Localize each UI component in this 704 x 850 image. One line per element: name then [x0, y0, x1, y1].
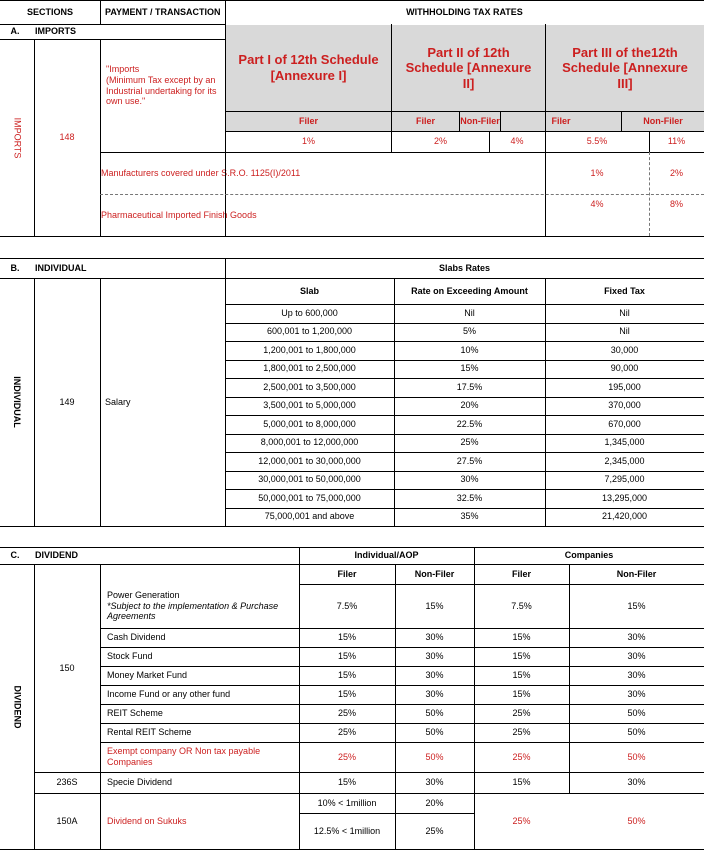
- slab-slab-cell: 75,000,001 and above: [264, 511, 355, 522]
- dividend-side-label: DIVIDEND: [12, 685, 23, 729]
- dividend-ind-f-cell: 15%: [337, 670, 356, 681]
- slab-slab-cell: 1,800,001 to 2,500,000: [263, 363, 356, 374]
- imports-description: [100, 39, 225, 152]
- grid-line: [225, 131, 704, 132]
- grid-line: [225, 471, 704, 472]
- imports-desc-body: (Minimum Tax except by an Industrial undertaking for its own use.": [106, 74, 217, 107]
- grid-line: [621, 111, 622, 131]
- part1-filer-head: Filer: [226, 112, 391, 131]
- dividend-co-nf-cell: 50%: [627, 727, 646, 738]
- co-nonfiler-head: Non-Filer: [616, 568, 657, 579]
- dividend-co-nf-cell: 30%: [627, 651, 646, 662]
- pharma-label: Pharmaceutical Imported Finish Goods: [101, 209, 257, 220]
- dividend-co-f-cell: 15%: [512, 651, 531, 662]
- grid-line: [299, 584, 704, 585]
- slab-fixed-cell: Nil: [619, 307, 630, 318]
- slab-rate-cell: Nil: [464, 307, 475, 318]
- dividend-ind-nf-cell: 30%: [425, 651, 444, 662]
- slab-slab-cell: 600,001 to 1,200,000: [266, 326, 353, 337]
- dividend-co-f-cell: 25%: [512, 727, 531, 738]
- grid-line: [100, 666, 704, 667]
- dividend-name-cell: Rental REIT Scheme: [107, 727, 192, 738]
- slab-fixed-cell: 21,420,000: [601, 511, 648, 522]
- imports-title: IMPORTS: [35, 26, 77, 37]
- power-title: Power Generation: [107, 589, 180, 600]
- grid-line: [100, 39, 101, 236]
- grid-line: [100, 685, 704, 686]
- dividend-co-nf-cell: 30%: [627, 670, 646, 681]
- dividend-co-f-cell: 15%: [512, 670, 531, 681]
- grid-line: [225, 489, 704, 490]
- sukuk-label: Dividend on Sukuks: [107, 816, 187, 827]
- slab-rate-cell: 17.5%: [456, 381, 483, 392]
- ind-aop-head: Individual/AOP: [354, 550, 419, 561]
- grid-line: [34, 39, 35, 236]
- slab-fixed-cell: 30,000: [610, 344, 639, 355]
- part2-nonfiler-rate: 4%: [510, 135, 524, 146]
- slab-slab-cell: 2,500,001 to 3,500,000: [263, 381, 356, 392]
- dividend-name-cell: Stock Fund: [107, 651, 153, 662]
- grid-line: [100, 742, 704, 743]
- grid-line: [0, 258, 704, 259]
- imports-desc-title: "Imports: [106, 64, 140, 74]
- part3-nonfiler-rate: 11%: [667, 135, 686, 146]
- grid-line: [299, 547, 300, 850]
- grid-line: [225, 111, 704, 112]
- grid-line: [100, 628, 704, 629]
- grid-line: [100, 152, 704, 153]
- part1-header: Part I of 12th Schedule [Annexure I]: [226, 25, 391, 111]
- header-payment: PAYMENT / TRANSACTION: [105, 6, 221, 17]
- grid-line: [569, 564, 570, 793]
- grid-line: [299, 813, 474, 814]
- slab-rate-cell: 15%: [460, 363, 479, 374]
- grid-line: [500, 111, 501, 131]
- grid-line: [0, 564, 704, 565]
- dividend-ind-f-cell: 25%: [337, 708, 356, 719]
- slab-rate-cell: 32.5%: [456, 492, 483, 503]
- grid-line: [34, 772, 704, 773]
- sukuk-rate-1: 20%: [425, 797, 444, 808]
- exempt-label: Exempt company OR Non tax payable Companies: [107, 746, 261, 767]
- dividend-name-cell: Income Fund or any other fund: [107, 689, 231, 700]
- dividend-ind-nf-cell: 50%: [425, 727, 444, 738]
- individual-section-number: 149: [59, 396, 75, 407]
- dividend-ind-nf-cell: 50%: [425, 708, 444, 719]
- imports-section-number: 148: [59, 132, 75, 143]
- grid-line: [225, 341, 704, 342]
- slab-fixed-cell: 195,000: [608, 381, 641, 392]
- grid-line: [395, 564, 396, 850]
- companies-head: Companies: [564, 550, 614, 561]
- sukuk-slab-1: 10% < 1million: [317, 797, 377, 808]
- slab-fixed-cell: Nil: [619, 326, 630, 337]
- grid-line: [0, 547, 704, 548]
- sukuk-rate-2: 25%: [425, 826, 444, 837]
- power-ind-nonfiler: 15%: [425, 600, 444, 611]
- dividend-ind-f-cell: 25%: [337, 727, 356, 738]
- dividend-ind-nf-cell: 30%: [425, 689, 444, 700]
- dividend-co-f-cell: 15%: [512, 632, 531, 643]
- grid-line: [649, 131, 650, 152]
- col-slab: Slab: [299, 285, 319, 296]
- grid-line: [489, 131, 490, 152]
- section-150: 150: [59, 662, 75, 673]
- grid-line: [225, 323, 704, 324]
- manufacturers-filer: 1%: [590, 167, 604, 178]
- dividend-ind-nf-cell: 30%: [425, 632, 444, 643]
- slab-rate-cell: 35%: [460, 511, 479, 522]
- slabs-rates-title: Slabs Rates: [438, 262, 491, 273]
- manufacturers-nonfiler: 2%: [669, 167, 683, 178]
- grid-line: [0, 526, 704, 527]
- slab-fixed-cell: 2,345,000: [604, 455, 645, 466]
- exempt-co-nonfiler: 50%: [627, 751, 646, 762]
- part1-rate: 1%: [301, 135, 315, 146]
- grid-line: [0, 0, 704, 1]
- exempt-ind-nonfiler: 50%: [425, 751, 444, 762]
- slab-slab-cell: Up to 600,000: [281, 307, 338, 318]
- grid-line: [34, 564, 35, 850]
- specie-co-filer: 15%: [512, 777, 531, 788]
- grid-line: [225, 397, 704, 398]
- grid-line: [459, 111, 460, 131]
- slab-fixed-cell: 90,000: [610, 363, 639, 374]
- slab-rate-cell: 30%: [460, 474, 479, 485]
- slab-rate-cell: 27.5%: [456, 455, 483, 466]
- individual-payment: Salary: [105, 396, 131, 407]
- pharma-nonfiler: 8%: [669, 198, 683, 209]
- power-co-nonfiler: 15%: [627, 600, 646, 611]
- slab-rate-cell: 10%: [460, 344, 479, 355]
- header-withholding: WITHHOLDING TAX RATES: [406, 6, 523, 17]
- specie-label: Specie Dividend: [107, 777, 173, 788]
- grid-line: [100, 0, 101, 24]
- dividend-name-cell: REIT Scheme: [107, 708, 163, 719]
- dividend-ind-nf-cell: 30%: [425, 670, 444, 681]
- slab-slab-cell: 5,000,001 to 8,000,000: [263, 418, 356, 429]
- part3-filer-rate: 5.5%: [586, 135, 608, 146]
- dividend-ind-f-cell: 15%: [337, 689, 356, 700]
- slab-fixed-cell: 1,345,000: [604, 437, 645, 448]
- slab-slab-cell: 8,000,001 to 12,000,000: [260, 437, 359, 448]
- slab-slab-cell: 3,500,001 to 5,000,000: [263, 400, 356, 411]
- grid-line: [100, 723, 704, 724]
- grid-line: [0, 236, 704, 237]
- col-rate: Rate on Exceeding Amount: [411, 285, 528, 296]
- co-filer-head: Filer: [511, 568, 531, 579]
- power-ind-filer: 7.5%: [336, 600, 358, 611]
- slab-slab-cell: 1,200,001 to 1,800,000: [263, 344, 356, 355]
- individual-letter: B.: [10, 262, 20, 273]
- grid-line: [225, 0, 226, 236]
- dividend-name-cell: Money Market Fund: [107, 670, 188, 681]
- power-note: *Subject to the implementation & Purchase Agreements: [107, 600, 279, 622]
- slab-slab-cell: 50,000,001 to 75,000,000: [258, 492, 361, 503]
- part2-filer-rate: 2%: [433, 135, 447, 146]
- grid-line: [34, 278, 35, 526]
- ind-nonfiler-head: Non-Filer: [414, 568, 455, 579]
- part3-header: Part III of the12th Schedule [Annexure III]: [546, 25, 704, 111]
- dividend-ind-f-cell: 15%: [337, 651, 356, 662]
- grid-line: [225, 434, 704, 435]
- grid-line: [225, 508, 704, 509]
- dividend-name-cell: Cash Dividend: [107, 632, 166, 643]
- power-co-filer: 7.5%: [511, 600, 532, 611]
- grid-line: [0, 24, 225, 25]
- exempt-co-filer: 25%: [512, 751, 531, 762]
- grid-line: [100, 194, 704, 195]
- ind-filer-head: Filer: [337, 568, 357, 579]
- grid-line: [225, 304, 704, 305]
- dividend-co-nf-cell: 50%: [627, 708, 646, 719]
- grid-line: [545, 24, 546, 236]
- grid-line: [34, 793, 704, 794]
- dividend-letter: C.: [10, 550, 20, 561]
- part2-filer-head: Filer: [392, 112, 459, 131]
- grid-line: [100, 647, 704, 648]
- grid-line: [100, 278, 101, 526]
- section-236s: 236S: [56, 777, 78, 788]
- slab-slab-cell: 30,000,001 to 50,000,000: [258, 474, 361, 485]
- grid-line: [0, 278, 704, 279]
- dividend-co-nf-cell: 30%: [627, 632, 646, 643]
- part3-nonfiler-head: Non-Filer: [622, 112, 704, 131]
- dividend-co-f-cell: 15%: [512, 689, 531, 700]
- manufacturers-label: Manufacturers covered under S.R.O. 1125(I)/2011: [101, 167, 301, 178]
- sukuk-co-filer: 25%: [512, 816, 531, 827]
- slab-rate-cell: 22.5%: [456, 418, 483, 429]
- sukuk-slab-2: 12.5% < 1million: [313, 826, 381, 837]
- dividend-co-nf-cell: 30%: [627, 689, 646, 700]
- power-generation-label: [100, 584, 299, 628]
- part3-filer-head: Filer: [501, 112, 621, 131]
- slab-rate-cell: 20%: [460, 400, 479, 411]
- slab-fixed-cell: 7,295,000: [604, 474, 645, 485]
- imports-letter: A.: [10, 26, 20, 37]
- part2-header: Part II of 12th Schedule [Annexure II]: [392, 25, 545, 111]
- grid-line: [225, 378, 704, 379]
- specie-ind-nonfiler: 30%: [425, 777, 444, 788]
- specie-co-nonfiler: 30%: [627, 777, 646, 788]
- section-150a: 150A: [56, 816, 78, 827]
- dividend-ind-f-cell: 15%: [337, 632, 356, 643]
- grid-line: [474, 547, 475, 850]
- grid-line: [225, 452, 704, 453]
- individual-side-label: INDIVIDUAL: [12, 376, 22, 428]
- grid-line: [100, 564, 101, 850]
- grid-line: [391, 24, 392, 152]
- grid-line: [225, 415, 704, 416]
- slab-rate-cell: 5%: [462, 326, 476, 337]
- part2-nonfiler-head: Non-Filer: [460, 112, 500, 131]
- slab-fixed-cell: 670,000: [608, 418, 641, 429]
- exempt-ind-filer: 25%: [337, 751, 356, 762]
- pharma-filer: 4%: [590, 198, 604, 209]
- header-sections: SECTIONS: [26, 6, 73, 17]
- slab-slab-cell: 12,000,001 to 30,000,000: [258, 455, 361, 466]
- slab-fixed-cell: 370,000: [608, 400, 641, 411]
- sukuk-co-nonfiler: 50%: [627, 816, 646, 827]
- individual-title: INDIVIDUAL: [35, 262, 87, 273]
- specie-ind-filer: 15%: [337, 777, 356, 788]
- col-fixed: Fixed Tax: [604, 285, 645, 296]
- slab-rate-cell: 25%: [460, 437, 479, 448]
- dividend-co-f-cell: 25%: [512, 708, 531, 719]
- grid-line: [100, 704, 704, 705]
- slab-fixed-cell: 13,295,000: [601, 492, 648, 503]
- grid-line: [225, 258, 226, 526]
- grid-line: [225, 360, 704, 361]
- dividend-title: DIVIDEND: [35, 550, 79, 561]
- imports-side-label: IMPORTS: [12, 117, 22, 158]
